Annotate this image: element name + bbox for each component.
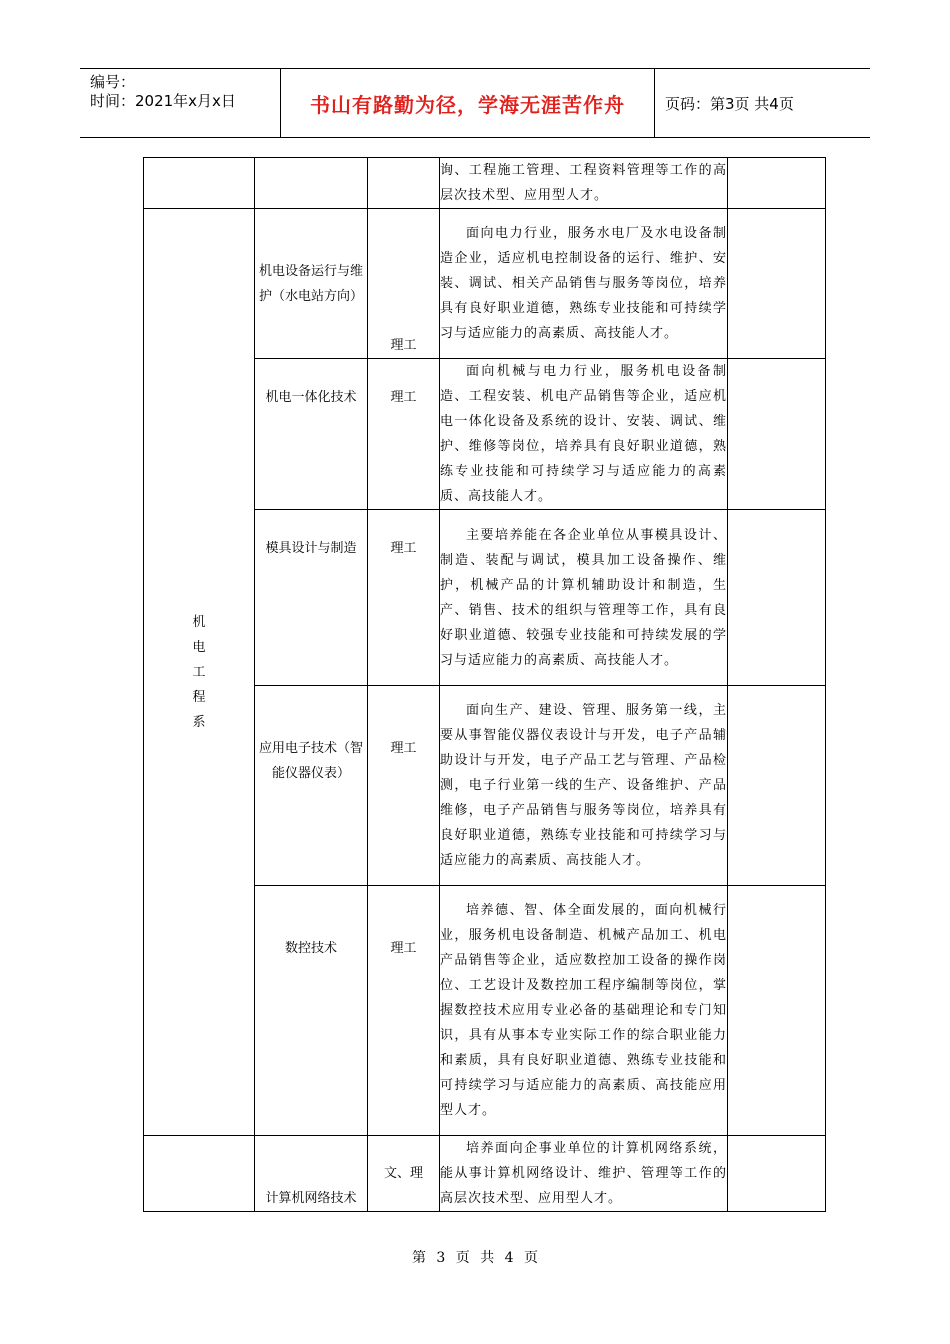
extra-cell xyxy=(728,158,826,209)
extra-cell xyxy=(728,359,826,510)
major-name: 计算机网络技术 xyxy=(265,1191,357,1206)
description-cell xyxy=(440,209,728,359)
majors-table xyxy=(143,157,826,1212)
header-motto: 书山有路勤为径，学海无涯苦作舟 xyxy=(281,69,655,137)
extra-cell xyxy=(728,209,826,359)
major-name: 数控技术 xyxy=(284,941,337,956)
category-text: 理工 xyxy=(390,941,417,956)
extra-cell xyxy=(728,886,826,1136)
major-cell xyxy=(255,886,368,1136)
category-cell xyxy=(368,359,440,510)
major-cell xyxy=(255,359,368,510)
page-footer: 第 3 页 共 4 页 xyxy=(411,1250,539,1266)
time-label: 时间：2021年x月x日 xyxy=(90,92,236,110)
category-text: 理工 xyxy=(390,390,417,405)
category-cell xyxy=(368,886,440,1136)
extra-cell xyxy=(728,1136,826,1212)
major-name: 机电设备运行与维护（水电站方向） xyxy=(258,263,363,304)
department-cell xyxy=(144,209,255,1136)
extra-cell xyxy=(728,686,826,886)
header-page-info: 页码：第3页 共4页 xyxy=(665,94,794,113)
description-cell xyxy=(440,1136,728,1212)
major-name: 模具设计与制造 xyxy=(265,541,357,556)
dept-cell-empty xyxy=(144,158,255,209)
dept-cell-empty xyxy=(144,1136,255,1212)
document-header xyxy=(80,68,870,138)
major-cell xyxy=(255,686,368,886)
description-text: 面向生产、建设、管理、服务第一线，主要从事智能仪器仪表设计与开发，电子产品辅助设计与开发，电子产品工艺与管理、产品检测，电子行业第一线的生产、设备维护、产品维修，电子产品销售与服务等岗位，培养具有良好职业道德，熟练专业技能和可持续学习与适应能力的高素质、高技能人才。 xyxy=(440,703,727,868)
number-label: 编号： xyxy=(90,73,136,91)
description-text: 面向电力行业，服务水电厂及水电设备制造企业，适应机电控制设备的运行、维护、安装、调试、相关产品销售与服务等岗位，培养具有良好职业道德，熟练专业技能和可持续学习与适应能力的高素质、高技能人才。 xyxy=(440,226,727,341)
category-cell xyxy=(368,1136,440,1212)
description-text: 培养德、智、体全面发展的，面向机械行业，服务机电设备制造、机械产品加工、机电产品销售等企业，适应数控加工设备的操作岗位、工艺设计及数控加工程序编制等岗位，掌握数控技术应用专业必备的基础理论和专门知识，具有从事本专业实际工作的综合职业能力和素质，具有良好职业道德、熟练专业技能和可持续学习与适应能力的高素质、高技能应用型人才。 xyxy=(440,903,727,1118)
major-cell xyxy=(255,209,368,359)
description-text: 主要培养能在各企业单位从事模具设计、制造、装配与调试，模具加工设备操作、维护，机械产品的计算机辅助设计和制造，生产、销售、技术的组织与管理等工作，具有良好职业道德、较强专业技能和可持续发展的学习与适应能力的高素质、高技能人才。 xyxy=(440,527,727,668)
table-row-continuation xyxy=(144,158,826,209)
description-cell xyxy=(440,510,728,686)
major-name: 应用电子技术（智能仪器仪表） xyxy=(258,741,363,781)
category-text: 文、理 xyxy=(383,1166,423,1181)
description-cell xyxy=(440,686,728,886)
description-text: 面向机械与电力行业，服务机电设备制造、工程安装、机电产品销售等企业，适应机电一体化设备及系统的设计、安装、调试、维护、维修等岗位，培养具有良好职业道德，熟练专业技能和可持续学习与适应能力的高素质、高技能人才。 xyxy=(440,364,727,504)
header-meta xyxy=(80,69,281,137)
table-row xyxy=(144,209,826,359)
category-text: 理工 xyxy=(390,541,417,556)
major-cell xyxy=(255,510,368,686)
description-text: 培养面向企事业单位的计算机网络系统，能从事计算机网络设计、维护、管理等工作的高层次技术型、应用型人才。 xyxy=(440,1141,727,1206)
category-text: 理工 xyxy=(390,338,417,353)
major-cell xyxy=(255,1136,368,1212)
description-cell xyxy=(440,359,728,510)
table-row xyxy=(144,1136,826,1212)
category-cell xyxy=(368,510,440,686)
category-cell xyxy=(368,686,440,886)
description-text: 询、工程施工管理、工程资料管理等工作的高层次技术型、应用型人才。 xyxy=(440,163,727,203)
major-cell-empty xyxy=(255,158,368,209)
description-cell xyxy=(440,886,728,1136)
category-text: 理工 xyxy=(390,741,417,756)
major-name: 机电一体化技术 xyxy=(265,390,357,405)
category-cell xyxy=(368,209,440,359)
department-name: 机电工程系 xyxy=(192,614,206,730)
description-cell xyxy=(440,158,728,209)
category-cell-empty xyxy=(368,158,440,209)
extra-cell xyxy=(728,510,826,686)
